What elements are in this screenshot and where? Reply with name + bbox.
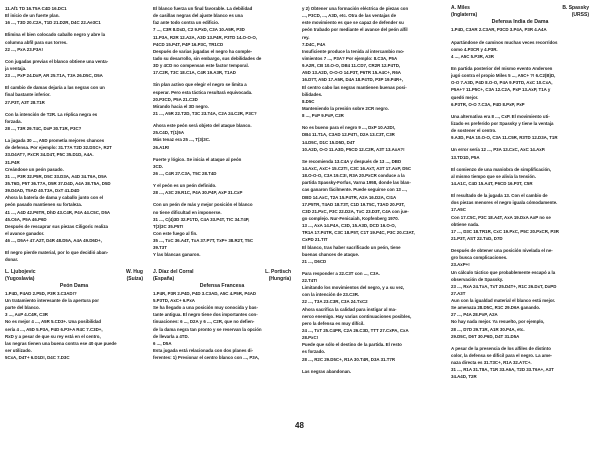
- text-line: 21 ..., D6CD: [302, 258, 327, 264]
- opening-heading: Defensa India de Dama: [491, 19, 549, 26]
- player-right: (URSS): [571, 12, 589, 19]
- text-line: Ahora este peón será objeto del ataque blanco.: [153, 123, 252, 129]
- text-line: Una alternativa era 8 ..., CxP. El movimiento uti-: [451, 113, 550, 119]
- text-line: 26 ..., C4R 27.C3A, T5C 28.T4D: [153, 170, 217, 176]
- player-right: L. Portisch: [265, 268, 291, 275]
- text-column-3: [302, 5, 440, 375]
- text-line: 23 ..., PxP 24.DxP, AR 25.T1A, T3A 26.D5C, D5A: [5, 73, 103, 79]
- text-line: 14.A1C, C4D 15.A4T, P6CD 16.P3T, C5R: [451, 180, 533, 186]
- text-line: 26.A1R!: [153, 144, 170, 150]
- text-line: TR1A 17.P4TR, C3C 18.P5T, C1T 19.P4C, P3C 20.C3AT,: [302, 230, 415, 236]
- opening-heading: Peón Dama: [59, 282, 89, 289]
- text-line: 22 ..., T3A 23.C3R, C3A 24.TxC2: [302, 299, 368, 305]
- text-line: 17.A5C: [451, 207, 466, 213]
- text-line: de llevarla a 4TD.: [153, 333, 189, 339]
- text-line: El comienzo de una maniobra de simplificación,: [451, 166, 552, 172]
- text-line: Después de rescaprar sus piezas Ciligoric realiza: [5, 223, 108, 229]
- text-line: Sin plan activo que elegir el negro se limita a: [153, 82, 247, 88]
- player-left: A. Miles: [451, 5, 470, 11]
- text-line: 4 ..., A5C 5.P3R, A3R: [451, 53, 494, 59]
- text-line: 28 ..., T3R 29.T4C, DxP 30.T1R, P3C?: [5, 125, 82, 131]
- text-line: 8.D5C: [302, 98, 315, 104]
- text-line: 17 ..., D3C 18.TR1R, CxC 19.PxC, P5C 20.PxCR, P3R: [451, 228, 559, 234]
- text-line: dos piezas menores el negro iguala cómodamente.: [451, 200, 558, 206]
- text-line: 18.O-O-O, C3A 19.C3!, R3A 20.PxCR conduce a la: [302, 173, 405, 179]
- text-line: tado su desarrollo, sin embargo, sus debilidades de: [153, 55, 262, 61]
- text-line: Elimina el bien colocado caballo negro y abre la: [5, 32, 106, 38]
- text-line: DB4 11.T1A, C3AD 12.P4T!, D2A 13.C3T, C3R: [302, 132, 395, 138]
- text-line: Apartándose de caminos muchas veces recorridos: [451, 39, 558, 45]
- text-line: El resultado de la jugada 13. Con el cambio de: [451, 193, 548, 199]
- text-line: DBD 14.AxC, T2A 15.P4TR, A2A 16.D2A, CI1A: [302, 194, 397, 200]
- text-line: ferentes: 1) Presionar el centro blanco con ..., P3A,: [153, 355, 260, 361]
- text-line: de casillas negras del ajuste blanco es una: [153, 13, 243, 19]
- text-line: esperar. Pero esta táctica resultará equivocada.: [153, 89, 253, 95]
- text-line: No es mejor 4 ..., A5R 5.CD3+. Una posibilidad: [5, 319, 102, 325]
- text-line: Se ha llegado a una posición muy conocida y bas-: [153, 305, 258, 311]
- text-line: como 4.P3CR y 4.P3R.: [451, 46, 498, 52]
- text-line: Se recomienda 13.C4A y después de 13 ..., DBD: [302, 158, 402, 164]
- player-right: (Hungría): [268, 275, 291, 282]
- text-line: 5CxA, D4T+ 6.D1D!, D4C 7.D3C: [5, 355, 70, 361]
- text-line: RxD y a pesar de que su rey está en el centro,: [5, 333, 101, 339]
- text-line: 10.A2D, O-O 11.A3D, P5CD 12.C2R, A3T 13.AxA?!: [302, 146, 405, 152]
- text-line: 27.A3T: [451, 290, 466, 296]
- player-left: J. Díaz del Corral: [153, 268, 194, 275]
- text-line: pero la defensa es muy difícil.: [302, 320, 365, 326]
- text-line: gro busca complicaciones.: [451, 255, 508, 261]
- text-column-2: [153, 5, 291, 361]
- text-line: 9.A2R, CB 10.O-O, DB4 11.CD7, CR2R 12.P4TD,: [302, 63, 401, 69]
- text-line: 22.T4T!: [302, 278, 318, 284]
- text-line: 13 ..., AxA 14.P4A, C3D, 15.A3D, DCD 16.O-O,: [302, 223, 396, 229]
- text-line: Creándose un peón pasado.: [5, 166, 64, 172]
- player-names: [451, 5, 589, 12]
- text-line: 9.A3D, P4A 10.O-O, C3A 11.C5R, R3TD 12.D3A, T1R: [451, 135, 558, 141]
- text-line: peón pasado mantienen su fortaleza.: [5, 202, 83, 208]
- text-line: es forzado.: [302, 349, 326, 355]
- text-line: ja ventaja.: [5, 65, 27, 71]
- text-line: Limitando los movimientos del negro, y a su vez,: [302, 285, 405, 291]
- text-line: 27.P3T, A3T 28.T1R: [5, 99, 45, 105]
- text-line: 20.P3CD, P5A 21.C3D: [153, 96, 198, 102]
- text-line: ser utilizado.: [5, 348, 32, 354]
- text-line: cas ganaron fácilmente. Puede seguirse con 13 ...,: [302, 187, 407, 193]
- text-line: Mirando hacia el 3D negro.: [153, 103, 209, 109]
- text-line: No es bueno para el negro 9 ..., DxP 10.A2D!,: [302, 125, 396, 131]
- text-line: de defensa. Por ejemplo: 31.T7A T2D 32.DSC+, R2T: [5, 145, 112, 151]
- text-line: 31 ..., C(4)3D 32.P1TD, C4A 33.P4T, TIC 34.T4P,: [153, 216, 250, 222]
- text-line: sería 4 ..., A5D 5.P3A, P4D 6.P3+A R4C 7.C3D+,: [5, 326, 103, 332]
- text-line: forzada.: [5, 118, 22, 124]
- text-line: obtiene nada.: [451, 221, 480, 227]
- player-names: [153, 269, 291, 276]
- text-line: La jugada 30 ..., A5D prometía mejores chances: [5, 138, 105, 144]
- text-line: Y las blancas ganaron.: [153, 252, 201, 258]
- text-line: 7 ..., C3R 8.DxD, C2 9.PxD, C3A 10.A5R, P3D: [153, 27, 245, 33]
- text-line: 3CD.: [153, 163, 164, 169]
- text-line: rey.: [302, 34, 310, 40]
- text-line: 28.PxC!: [302, 335, 319, 341]
- text-line: 11.P3A, R2R 12.A2A, A3D 13.P4R, P3TD 14.O-O-O,: [153, 34, 258, 40]
- text-line: Después de obtener una posición nivelada el ne-: [451, 248, 553, 254]
- text-line: Un tratamiento interesante de la apertura por: [5, 298, 99, 304]
- text-line: de la dama negra tan pronto y se reservan la opción: [153, 326, 262, 332]
- text-line: 17.P5TR, T4AD 18.T3T, C1D 19.T5C, T3AD 20.P3T,: [302, 201, 405, 207]
- player-right: W. Hug: [126, 268, 143, 275]
- text-line: Manteniendo la presión sobre 2CR negro.: [302, 105, 389, 111]
- text-line: 23 ..., RxA 24.TxA, TxT 25.D4T+, R1C 26.DxT, DxPD: [451, 283, 557, 289]
- player-left: (España): [153, 275, 175, 282]
- text-line: Ahora sacrifica la calidad para instigar al ma-: [302, 306, 397, 312]
- text-line: 29.D5C, D6T 30.P6D, D4T 31.D5A: [451, 333, 520, 339]
- text-line: jugó contra el propio Miles 5 ..., A5C+ ?! 6.C2(B)D,: [451, 73, 556, 79]
- text-line: Ahora la batería de dama y caballo junto con el: [5, 195, 104, 201]
- text-line: 5.P3TD, AxC+ 6.PxA: [153, 298, 195, 304]
- text-line: 1.P4R, P3R 2.P4D, P4D 3.C3AD, A5C 4.P5R, P4AD: [153, 290, 257, 296]
- text-line: O-O 7.A3D, P4D 8.O-O, P4A 9.P3TD, AxC 10.CxA,: [451, 80, 553, 86]
- text-line: quedó mejor.: [451, 94, 479, 100]
- text-line: A pesar de la presencia de los alfiles de distinto: [451, 345, 551, 351]
- text-line: 34.A4D, T2R: [451, 374, 477, 380]
- text-line: observación de Spassky.: [451, 276, 504, 282]
- text-line: Se amenaza 28.D5C, R1C 29.D6A ganando.: [451, 305, 541, 311]
- text-line: 21 ..., A5R 22.T2D, T3C 23.T4A, C2A 24.C2R, P3C?: [153, 110, 257, 116]
- text-line: En partida posterior del mismo evento Andersen: [451, 65, 553, 71]
- player-left: (Yugoslavia): [5, 275, 35, 282]
- text-line: 14.D5C, D1C 15.D5D, D4T: [302, 139, 355, 145]
- text-line: Para responder a 22.C3T con ..., C3A.: [302, 270, 380, 276]
- text-line: El cambio de damas dejaría a las negras con un: [5, 85, 105, 91]
- text-line: 1.P4D, P4AD 2.P5D, P3R 3.C3AD!?: [5, 290, 77, 296]
- text-line: Después de varias jugadas el negro ha comple-: [153, 48, 253, 54]
- text-line: Con 17.C5C, P3C 18.A4T, AxA 19.DxA AxP no se: [451, 214, 551, 220]
- text-line: Las negras abandonan.: [302, 368, 352, 374]
- text-line: y 2) Obtener una formación eléctrica de piezas con: [302, 6, 409, 11]
- page-number: 48: [295, 421, 304, 430]
- text-line: de sostener el centro.: [451, 128, 497, 134]
- text-line: 21.P3T, AST 22.TxD, D7D: [451, 235, 503, 241]
- player-right: (Suiza): [126, 275, 143, 282]
- text-line: buenas chances de ataque.: [302, 251, 360, 257]
- text-line: 6.P3TR, O-O 7.C3A, P4D 8.PxP, PxP: [451, 101, 525, 107]
- text-line: 3D y 4CD no compensan este factor temporal.: [153, 63, 249, 69]
- player-right: B. Spassky: [562, 5, 589, 11]
- text-line: go complejo. Nur-Fenicaiah, Kopfenberg 1970.: [302, 215, 399, 221]
- text-line: Y el peón es un peón definido.: [153, 183, 217, 189]
- text-line: El blanco fuerza un final favorable. La debilidad: [153, 6, 253, 11]
- player-left: (Inglaterra): [451, 12, 478, 19]
- text-line: 39.T3T: [153, 245, 167, 251]
- text-line: 3 ..., AxP 4.C4R, C3R: [5, 312, 48, 318]
- text-line: CxPD 21.TIT: [302, 237, 328, 243]
- text-line: vimientos 7 ..., P3A? Por ejemplo: 8.C3A, P5A: [302, 55, 398, 61]
- text-line: 33.D4AT?, PxCR 34.D4T, P5C 35.D1D, A4A.: [5, 152, 94, 158]
- text-line: P5A+? 11.P5C+, C3A 12.C2A, PxP 13.AxP, T1A y: [451, 87, 551, 93]
- text-line: Con este fuego al fin.: [153, 230, 198, 236]
- text-line: no tiene dificultad en imponerse.: [153, 209, 222, 215]
- text-line: 45.C6A, P5A 46.P6D: [5, 216, 47, 222]
- text-line: 11.Af1 TD 16.T5A C4D 16.DC1: [5, 6, 67, 11]
- text-line: El inicio de un fuerte plan.: [5, 13, 60, 19]
- text-line: 16.D7T, A5D 17.A5R, D4A 18.P4TD, P3P 19.P4R+,: [302, 77, 403, 83]
- text-line: 14.AxC, AxC+ 15.C2T!, C3C 16.AxT, A3T 17.AxP, D5C: [302, 165, 412, 171]
- text-line: A5D 13.A2D, O-O-O 14.P3T, P6TR 15.A4C+, R6A: [302, 70, 401, 76]
- text-line: Fuerte y lógico. Se inicia el ataque al peón: [153, 156, 242, 162]
- text-line: parte del blanco.: [5, 305, 40, 311]
- text-line: 31 ..., R1A 31.T8A, T1R 33.A6A, T2D 33.T6A+, A3T: [451, 367, 554, 373]
- text-line: 1.P4D, C3AR 2.C3AR, P3CD 3.P4A, P3R 4.A4A: [451, 27, 547, 33]
- text-line: Aun con la igualdad material el blanco está mejor.: [451, 298, 556, 304]
- text-line: lizado es preferido por Spassky y tiene la ventaja: [451, 120, 554, 126]
- text-line: ..., P3CD, ..., A3D, etc. Otra de las ventajas de: [302, 13, 397, 19]
- text-line: No hay nada mejor. Ya resuelto, por ejemplo,: [451, 319, 545, 325]
- text-line: Con la intención de T2R. La réplica negra es: [5, 111, 98, 117]
- text-line: 25.C4D, T(1)5A: [153, 130, 184, 136]
- text-line: al mismo tiempo que se alivia la tensión.: [451, 173, 536, 179]
- text-line: 35.T6D, P5T 36.T7A, D5R 37.D4D, A4A 38.T5A, D5D: [5, 180, 111, 186]
- player-names: [5, 269, 143, 276]
- text-line: 27 ..., P4A 28.PxP, A2A: [451, 312, 498, 318]
- text-line: peón trabado por mediante el avance del peón alfil: [302, 27, 408, 33]
- text-line: 28 ..., A3C 29.R1C, P4A 30.P4P, AxP 31.CxP: [153, 190, 243, 196]
- text-line: Más tenaz era 25 ..., T(3)3C.: [153, 137, 211, 143]
- text-line: Esta jugada está relacionada con dos planes di-: [153, 348, 254, 354]
- text-line: este movimiento es que se capaz de defender su: [302, 20, 404, 26]
- text-line: 17.C2R, T3C 18.C1A, C4R 19.A3R, T1AD: [153, 70, 236, 76]
- text-line: nerco enemigo. Hay varias continuaciones posibles,: [302, 313, 412, 319]
- text-line: 16 ..., T3D 20.C2A, T1D 21.D2R, D4C 22.Ae3C1: [5, 20, 101, 26]
- text-line: 35 ..., TxC 36.A4T, TxA 37.P7T, TxP+ 38.R2T, T5C: [153, 238, 254, 244]
- text-line: El blanco, tras haber sacrificado un peón, tiene: [302, 244, 401, 250]
- text-line: color, la defensa se dificil para el negro. La ame-: [451, 353, 553, 359]
- text-line: Insuficiente produce la tenida al intercambio mo-: [302, 48, 405, 54]
- text-line: P4CD 15.P4T, P4P 16.P3C, TR1CD: [153, 41, 224, 47]
- text-line: 22 ..., PxA 23.P3A!: [5, 46, 43, 52]
- text-line: 31.P4R: [5, 159, 20, 165]
- text-line: 8 ..., PxP 9.PxP, C2R: [302, 113, 344, 119]
- text-line: donar.: [5, 257, 19, 263]
- text-line: tante antigua. El negro tiene dos importantes con-: [153, 312, 258, 318]
- text-line: 24 ..., TxT 25.C4PR, C2A 26.C3D, TTT 27.CxPA, CxA: [302, 328, 409, 334]
- text-line: Un cálculo táctico que probablemente escapó a la: [451, 269, 556, 275]
- text-line: El centro cabo las negras mantienen buenas posi-: [302, 84, 407, 90]
- text-line: final bastante inferior.: [5, 92, 51, 98]
- text-line: 31 ..., P3R 32.P5R, D5C 33.D3A, A4D 34.T6A, D5A: [5, 173, 107, 179]
- text-line: T(3)3C 35.P5T!: [153, 223, 184, 229]
- text-line: 23.AxP+!: [451, 262, 470, 268]
- text-line: partida Spassky-Forfus, Varna 1958, donde las blan-: [302, 180, 411, 186]
- text-line: 28 ..., D7D 29.T1R, A1R 30.P4A, etc.: [451, 326, 525, 332]
- text-line: Con jugadas previas el blanco obtiene una venta-: [5, 58, 109, 64]
- text-line: 41 ..., A4D 42.P6TR, DhD 43.C4R, P4A 44.C5C, D5A: [5, 209, 111, 215]
- text-line: Un error sería 12 ..., P3A 13.CxC, AxC 14.AxP.: [451, 147, 546, 153]
- text-line: tinuaciones: 6 ..., D2A y 6 ..., C2R, que no defien-: [153, 319, 255, 325]
- text-line: 46 ..., D5A+ 47.A2T, D4R 48.D5A, A4A 49.D6D+,: [5, 238, 102, 244]
- text-column-1: [5, 5, 143, 361]
- text-line: las negras tienen una buena contra ese 40 que puede: [5, 340, 117, 346]
- text-line: 6 ..., D5A: [153, 340, 172, 346]
- text-line: con la intención de 23.C3R.: [302, 292, 360, 298]
- opening-heading: Defensa Francesa: [199, 282, 245, 289]
- text-line: el avance ganador.: [5, 230, 45, 236]
- text-line: faz ante todo contra un edificio.: [153, 20, 220, 26]
- text-line: naza directa es 31.T3C+, R1A 32.A7C+.: [451, 360, 532, 366]
- text-line: 39.D4AD, T5AD 40.T3A, DxT 41.D4D: [5, 188, 80, 194]
- player-names: [153, 276, 291, 283]
- text-line: 7.D4C, P4A: [302, 41, 326, 47]
- text-line: 28 ..., R2C 29.D5C+, R1A 30.T4R, D3A 31.T7R: [302, 356, 396, 362]
- text-line: bilidades.: [302, 91, 323, 97]
- player-names: [5, 276, 143, 283]
- text-line: 13.TD1D, P5A: [451, 154, 480, 160]
- text-line: C3D 21.PxC, P3C 22.D2A, TxC 23.D3T, C4A con jue-: [302, 208, 409, 214]
- text-line: Puede que sólo el destino de la partida. El resto: [302, 342, 402, 348]
- text-column-4: [451, 5, 589, 381]
- player-left: L. Ljubojevic: [5, 268, 36, 275]
- text-line: El negro pierde material, por lo que decidió aban-: [5, 250, 109, 256]
- text-line: Con un peón de más y mejor posición el blanco: [153, 202, 253, 208]
- text-line: columna abfil para sus torres.: [5, 39, 68, 45]
- player-names: [451, 12, 589, 19]
